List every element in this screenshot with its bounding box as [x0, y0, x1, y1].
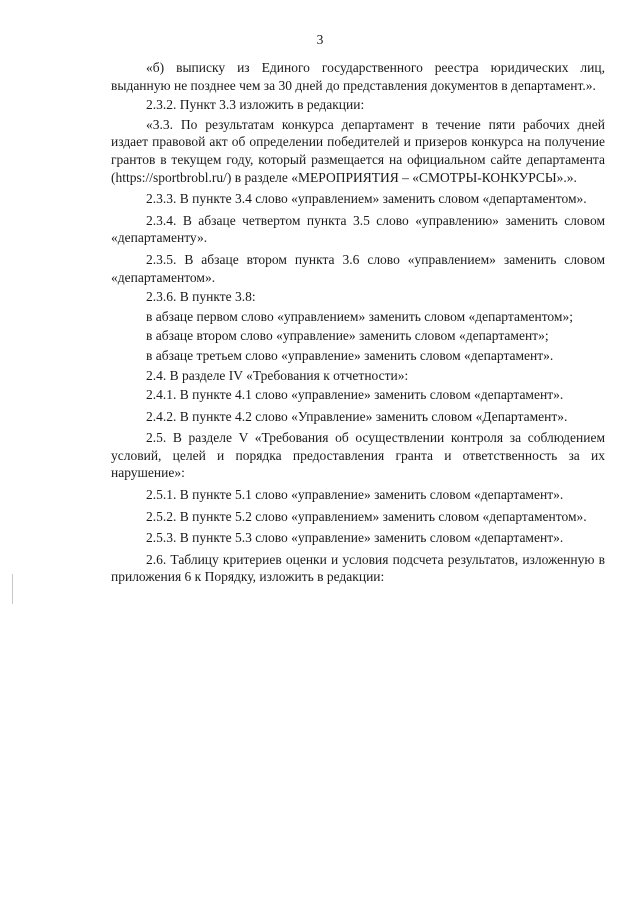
paragraph-18: 2.6. Таблицу критериев оценки и условия подсчета результатов, изложенную в приложения 6 к Порядку, изложить в редакции: — [111, 551, 605, 585]
paragraph-11: 2.4. В разделе IV «Требования к отчетности»: — [146, 367, 409, 383]
paragraph-8: в абзаце первом слово «управлением» заменить словом «департаментом»; — [146, 308, 573, 324]
paragraph-16: 2.5.2. В пункте 5.2 слово «управлением» заменить словом «департаментом». — [146, 508, 587, 524]
paragraph-17: 2.5.3. В пункте 5.3 слово «управление» заменить словом «департамент». — [146, 530, 564, 546]
paragraph-7: 2.3.6. В пункте 3.8: — [146, 289, 256, 305]
scan-edge-mark — [12, 574, 13, 604]
paragraph-1: «б) выписку из Единого государственного реестра юридических лиц, выданную не позднее чем за 30 дней до представления документов в департамент.». — [111, 60, 605, 93]
paragraph-4: 2.3.3. В пункте 3.4 слово «управлением» заменить словом «департаментом». — [146, 191, 587, 207]
paragraph-6: 2.3.5. В абзаце втором пункта 3.6 слово «управлением» заменить словом «департаментом». — [111, 251, 605, 285]
paragraph-3: «3.3. По результатам конкурса департамент в течение пяти рабочих дней издает правовой акт об определении победителей и призеров конкурса на получение грантов в текущем году, который размещается на официальном сайте департамента (https://sportbrobl.ru/) в разделе «МЕРОПРИЯТИЯ – «СМОТРЫ-КОНКУРСЫ».». — [111, 116, 605, 185]
paragraph-15: 2.5.1. В пункте 5.1 слово «управление» заменить словом «департамент». — [146, 487, 564, 503]
paragraph-13: 2.4.2. В пункте 4.2 слово «Управление» заменить словом «Департамент». — [146, 408, 568, 424]
paragraph-14: 2.5. В разделе V «Требования об осуществлении контроля за соблюдением условий, целей и порядка предоставления гранта и ответственность за их нарушение»: — [111, 430, 605, 481]
paragraph-12: 2.4.1. В пункте 4.1 слово «управление» заменить словом «департамент». — [146, 387, 564, 403]
paragraph-9: в абзаце втором слово «управление» заменить словом «департамент»; — [146, 328, 549, 344]
paragraph-5: 2.3.4. В абзаце четвертом пункта 3.5 слово «управлению» заменить словом «департаменту». — [111, 212, 605, 246]
paragraph-2: 2.3.2. Пункт 3.3 изложить в редакции: — [146, 97, 365, 113]
paragraph-10: в абзаце третьем слово «управление» заменить словом «департамент». — [146, 347, 554, 363]
document-body — [111, 59, 605, 586]
page-number: 3 — [316, 32, 324, 47]
